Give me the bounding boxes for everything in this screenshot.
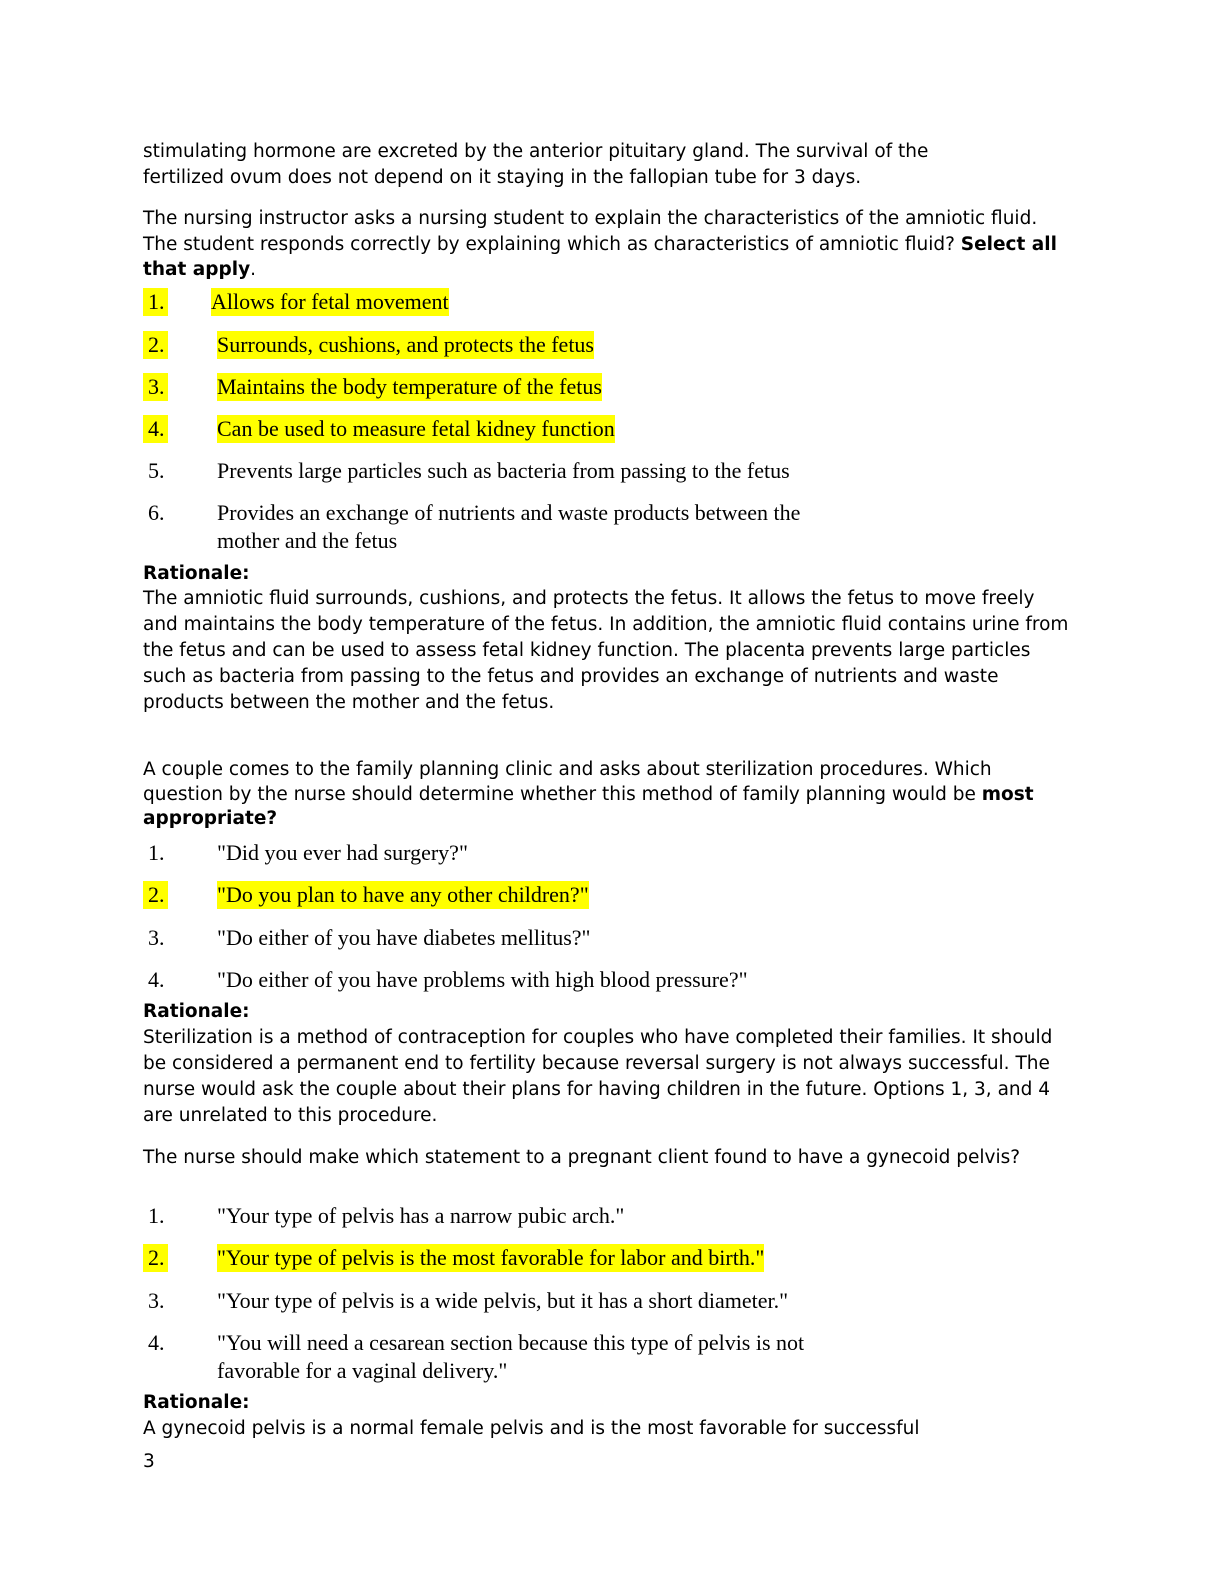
option-text-continued: favorable for a vaginal delivery."	[217, 1358, 508, 1383]
option-number: 3.	[143, 373, 168, 401]
option-number: 4.	[148, 1330, 165, 1355]
option-text: Can be used to measure fetal kidney function	[217, 416, 615, 441]
rationale-text: The amniotic fluid surrounds, cushions, and protects the fetus. It allows the fetus to move freely and maintains the body temperature of the fetus. In addition, the amniotic fluid contains urine from the fetus and can be used to assess fetal kidney function. The placenta prevents large particles such as bacteria from passing to the fetus and provides an exchange of nutrients and waste products between the mother and the fetus.	[143, 588, 1069, 713]
option-text: "Do either of you have diabetes mellitus?"	[217, 925, 591, 950]
question-emphasis: Select all that apply	[143, 233, 1057, 280]
option-number: 1.	[148, 840, 165, 865]
page-number: 3	[143, 1451, 155, 1472]
option-text: Prevents large particles such as bacteria from passing to the fetus	[217, 458, 790, 483]
option-text: "Do either of you have problems with high blood pressure?"	[217, 967, 748, 992]
option-text: "Do you plan to have any other children?"	[217, 882, 589, 907]
option-text: "You will need a cesarean section because this type of pelvis is not	[217, 1330, 805, 1355]
question-stem	[143, 206, 1073, 283]
rationale-heading: Rationale:	[143, 1001, 250, 1022]
option-text: Allows for fetal movement	[211, 289, 449, 314]
option-text: Surrounds, cushions, and protects the fetus	[217, 332, 594, 357]
intro-line: fertilized ovum does not depend on it staying in the fallopian tube for 3 days.	[143, 166, 862, 188]
rationale-heading: Rationale:	[143, 563, 250, 584]
option-number: 4.	[143, 415, 168, 443]
option-number: 2.	[143, 881, 168, 909]
option-number: 4.	[148, 967, 165, 992]
rationale-heading: Rationale:	[143, 1392, 250, 1413]
rationale-text: A gynecoid pelvis is a normal female pelvis and is the most favorable for successful	[143, 1418, 920, 1439]
intro-line: stimulating hormone are excreted by the anterior pituitary gland. The survival of the	[143, 141, 929, 162]
question-emphasis: most appropriate?	[143, 783, 1034, 829]
option-text: "Did you ever had surgery?"	[217, 840, 468, 865]
option-number: 3.	[148, 925, 165, 950]
option-number: 3.	[148, 1288, 165, 1313]
option-number: 2.	[143, 1244, 168, 1272]
question-text: A couple comes to the family planning clinic and asks about sterilization procedures. Which question by the nurse should determine whether this method of family planning would be	[143, 759, 992, 805]
rationale-text: Sterilization is a method of contraception for couples who have completed their families. It should be considered a permanent end to fertility because reversal surgery is not always successful. The nurse would ask the couple about their plans for having children in the future. Options 1, 3, and 4 are unrelated to this procedure.	[143, 1027, 1053, 1126]
option-text: "Your type of pelvis is a wide pelvis, but it has a short diameter."	[217, 1288, 789, 1313]
option-number: 1.	[148, 1203, 165, 1228]
option-number: 1.	[143, 288, 168, 316]
option-number: 6.	[148, 500, 165, 525]
option-text: "Your type of pelvis is the most favorable for labor and birth."	[217, 1245, 765, 1270]
option-text: "Your type of pelvis has a narrow pubic arch."	[217, 1203, 625, 1228]
option-text: Provides an exchange of nutrients and waste products between the	[217, 500, 801, 525]
option-number: 5.	[148, 458, 165, 483]
option-text-continued: mother and the fetus	[217, 528, 398, 553]
question-stem	[143, 758, 1073, 832]
option-number: 2.	[143, 331, 168, 359]
question-text: The nursing instructor asks a nursing student to explain the characteristics of the amniotic fluid. The student responds correctly by explaining which as characteristics of amniotic fluid?	[143, 208, 1038, 255]
intro-paragraph	[143, 139, 1073, 190]
question-stem: The nurse should make which statement to a pregnant client found to have a gynecoid pelvis?	[143, 1147, 1021, 1168]
question-tail: .	[250, 259, 257, 280]
option-text: Maintains the body temperature of the fetus	[217, 374, 602, 399]
